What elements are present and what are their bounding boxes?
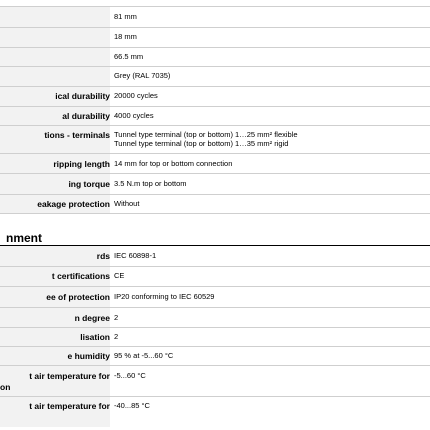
spec-value: 18 mm xyxy=(114,32,430,41)
spec-row xyxy=(0,174,430,194)
spec-value: 66.5 mm xyxy=(114,52,430,61)
spec-value: IP20 conforming to IEC 60529 xyxy=(114,292,430,301)
spec-row xyxy=(0,107,430,125)
section-title: nment xyxy=(6,231,42,245)
spec-value: 81 mm xyxy=(114,12,430,21)
spec-value: 2 xyxy=(114,332,430,341)
spec-row xyxy=(0,48,430,66)
spec-row xyxy=(0,67,430,86)
spec-row xyxy=(0,347,430,365)
spec-row xyxy=(0,126,430,153)
spec-label: ing torque xyxy=(0,174,110,194)
spec-label xyxy=(0,28,110,47)
spec-value: Tunnel type terminal (top or bottom) 1…35 mm² rigid xyxy=(114,139,430,148)
spec-label: al durability xyxy=(0,107,110,125)
spec-value: 4000 cycles xyxy=(114,111,430,120)
spec-value: 95 % at -5...60 °C xyxy=(114,351,430,360)
spec-label xyxy=(0,48,110,66)
spec-label: t air temperature for xyxy=(0,397,110,427)
row-divider xyxy=(0,213,430,214)
spec-label: e humidity xyxy=(0,347,110,365)
spec-value: CE xyxy=(114,271,430,280)
spec-label: eakage protection xyxy=(0,195,110,213)
spec-row xyxy=(0,28,430,47)
spec-row xyxy=(0,246,430,266)
spec-row xyxy=(0,7,430,27)
spec-label: t certifications xyxy=(0,267,110,286)
spec-label xyxy=(0,67,110,86)
spec-value: 14 mm for top or bottom connection xyxy=(114,159,430,168)
spec-value: 3.5 N.m top or bottom xyxy=(114,179,430,188)
spec-row xyxy=(0,267,430,286)
spec-label: tions - terminals xyxy=(0,126,110,153)
spec-label: rds xyxy=(0,246,110,266)
spec-value: Grey (RAL 7035) xyxy=(114,71,430,80)
spec-label xyxy=(0,7,110,27)
spec-value: -5...60 °C xyxy=(114,371,430,380)
spec-label: ee of protection xyxy=(0,287,110,307)
spec-label: t air temperature for on xyxy=(0,366,110,396)
spec-label: ical durability xyxy=(0,87,110,106)
spec-row xyxy=(0,366,430,396)
spec-row xyxy=(0,287,430,307)
spec-label: lisation xyxy=(0,328,110,346)
spec-value: 2 xyxy=(114,313,430,322)
spec-row xyxy=(0,308,430,327)
spec-row xyxy=(0,87,430,106)
spec-value: IEC 60898-1 xyxy=(114,251,430,260)
spec-row xyxy=(0,397,430,427)
spec-value: 20000 cycles xyxy=(114,91,430,100)
spec-value: -40...85 °C xyxy=(114,401,430,410)
spec-row xyxy=(0,154,430,173)
spec-row xyxy=(0,195,430,213)
spec-label: n degree xyxy=(0,308,110,327)
spec-label: ripping length xyxy=(0,154,110,173)
spec-value: Tunnel type terminal (top or bottom) 1…25 mm² flexible xyxy=(114,130,430,139)
spec-row xyxy=(0,328,430,346)
spec-value: Without xyxy=(114,199,430,208)
